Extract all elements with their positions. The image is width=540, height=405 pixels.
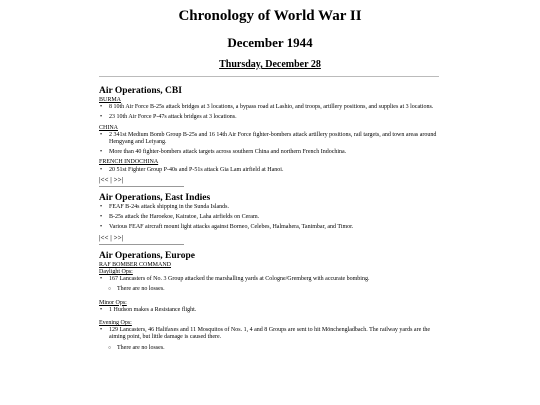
list-item: • More than 40 fighter-bombers attack targets across southern China and northern French Indochina. [99,149,444,156]
list-item: • 2 341st Medium Bomb Group B-25s and 16 14th Air Force fighter-bombers attack artillery positions, rail targets, and town areas around Hengyang and Leiyang. [99,132,444,146]
section-title-east-indies: Air Operations, East Indies [99,193,211,204]
list-item: • 23 10th Air Force P-47s attack bridges at 3 locations. [99,114,444,121]
prev-link[interactable]: |<< [99,233,109,242]
day-heading: Thursday, December 28 [219,59,321,70]
next-link[interactable]: >>| [113,175,124,184]
nav-divider [99,244,184,245]
indochina-list [99,167,444,174]
list-item: • 8 10th Air Force B-25s attack bridges at 3 locations, a bypass road at Lashio, and troops, artillery positions, and supplies at 3 locations. [99,104,444,111]
list-item: • 1 Hudson makes a Resistance flight. [99,307,444,314]
sub-list-item: ○ There are no losses. [107,286,444,293]
section-title-cbi: Air Operations, CBI [99,86,182,96]
daylight-ops-label: Daylight Ops: [99,269,133,276]
divider [99,76,439,77]
sub-list-item: ○ There are no losses. [107,345,444,352]
nav-links [99,177,444,184]
minor-ops-label: Minor Ops: [99,299,127,306]
subsection-french-indochina: FRENCH INDOCHINA [99,159,159,166]
list-item: • Various FEAF aircraft mount light attacks against Borneo, Celebes, Halmahera, Tanimbar, and Timor. [99,224,444,231]
main-content [99,86,444,355]
nav-separator: | [110,175,112,184]
daylight-list [99,276,444,293]
list-item: • 20 51st Fighter Group P-40s and P-51s attack Gia Lam airfield at Hanoi. [99,167,444,174]
prev-link[interactable]: |<< [99,175,109,184]
nav-divider [99,186,184,187]
list-item: • B-25s attack the Haroekoe, Kairatoe, Laha airfields on Ceram. [99,214,444,221]
list-item: • 167 Lancasters of No. 3 Group attacked the marshalling yards at Cologne/Gremberg with accurate bombing. [99,276,444,283]
page-title: Chronology of World War II [178,8,362,24]
month-heading: December 1944 [227,35,313,50]
list-item: • 129 Lancasters, 46 Halifaxes and 11 Mosquitos of Nos. 1, 4 and 8 Groups are sent to hit Mönchengladbach. The railway yards are the aiming point, but little damage is caused there. [99,327,444,341]
minor-list [99,307,444,314]
subsection-raf-bomber-command: RAF BOMBER COMMAND [99,261,172,268]
china-list [99,132,444,157]
subsection-china: CHINA [99,124,118,131]
next-link[interactable]: >>| [113,233,124,242]
list-item: • FEAF B-24s attack shipping in the Sunda Islands. [99,204,444,211]
nav-separator: | [110,233,112,242]
burma-list [99,104,444,121]
evening-ops-label: Evening Ops: [99,320,132,327]
east-indies-list [99,204,444,232]
section-title-europe: Air Operations, Europe [99,250,195,261]
nav-links [99,235,444,242]
subsection-burma: BURMA [99,97,122,103]
evening-list [99,327,444,352]
